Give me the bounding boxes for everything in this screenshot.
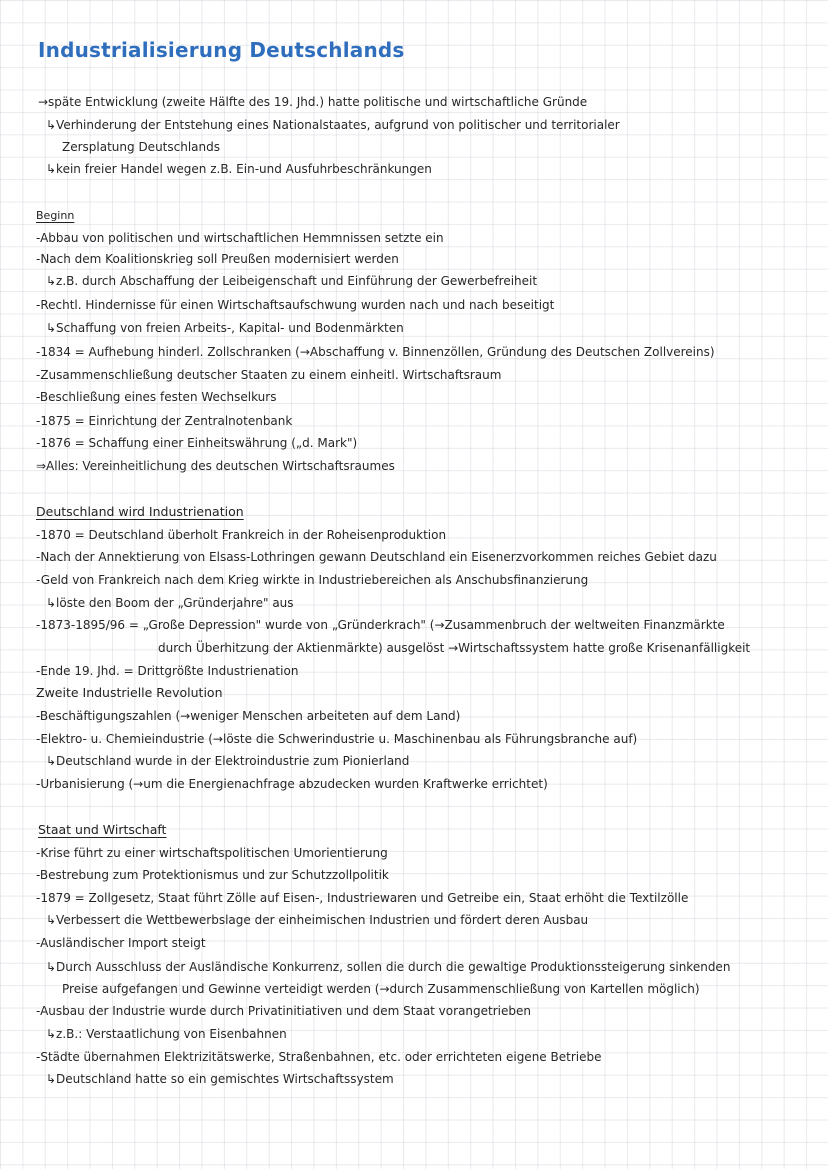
list-item: -1876 = Schaffung einer Einheitswährung („d. Mark") xyxy=(36,436,358,450)
intro-line: ↳Verhinderung der Entstehung eines Nationalstaates, aufgrund von politischer und territorialer xyxy=(46,118,620,132)
section-heading-zweite-revolution: Zweite Industrielle Revolution xyxy=(36,685,223,700)
list-item: ↳z.B.: Verstaatlichung von Eisenbahnen xyxy=(46,1027,287,1041)
list-item: ⇒Alles: Vereinheitlichung des deutschen Wirtschaftsraumes xyxy=(36,459,395,473)
list-item: -1879 = Zollgesetz, Staat führt Zölle auf Eisen-, Industriewaren und Getreibe ein, Staat erhöht die Textilzölle xyxy=(36,891,689,905)
list-item: -Nach der Annektierung von Elsass-Lothringen gewann Deutschland ein Eisenerzvorkommen reiches Gebiet dazu xyxy=(36,550,717,564)
list-item: -Ausländischer Import steigt xyxy=(36,936,206,950)
intro-line: Zersplatung Deutschlands xyxy=(62,140,220,154)
list-item: ↳Deutschland hatte so ein gemischtes Wirtschaftssystem xyxy=(46,1072,394,1086)
list-item: -Krise führt zu einer wirtschaftspolitischen Umorientierung xyxy=(36,846,388,860)
list-item: ↳z.B. durch Abschaffung der Leibeigenschaft und Einführung der Gewerbefreiheit xyxy=(46,274,538,288)
intro-line: →späte Entwicklung (zweite Hälfte des 19. Jhd.) hatte politische und wirtschaftliche Gründe xyxy=(38,95,588,109)
list-item: ↳Durch Ausschluss der Ausländische Konkurrenz, sollen die durch die gewaltige Produktionssteigerung sinkenden xyxy=(46,960,731,974)
list-item: durch Überhitzung der Aktienmärkte) ausgelöst →Wirtschaftssystem hatte große Krisenanfälligkeit xyxy=(158,641,751,655)
section-heading-industrienation: Deutschland wird Industrienation xyxy=(36,504,244,519)
list-item: -Abbau von politischen und wirtschaftlichen Hemmnissen setzte ein xyxy=(36,231,444,245)
list-item: -Ausbau der Industrie wurde durch Privatinitiativen und dem Staat vorangetrieben xyxy=(36,1004,531,1018)
list-item: -1875 = Einrichtung der Zentralnotenbank xyxy=(36,414,293,428)
list-item: -Geld von Frankreich nach dem Krieg wirkte in Industriebereichen als Anschubsfinanzierung xyxy=(36,573,589,587)
list-item: -Rechtl. Hindernisse für einen Wirtschaftsaufschwung wurden nach und nach beseitigt xyxy=(36,298,555,312)
section-heading-staat: Staat und Wirtschaft xyxy=(38,822,167,837)
list-item: -Zusammenschließung deutscher Staaten zu einem einheitl. Wirtschaftsraum xyxy=(36,368,502,382)
page-title: Industrialisierung Deutschlands xyxy=(38,38,405,62)
list-item: Preise aufgefangen und Gewinne verteidigt werden (→durch Zusammenschließung von Kartellen möglich) xyxy=(62,982,700,996)
list-item: -Beschäftigungszahlen (→weniger Menschen arbeiteten auf dem Land) xyxy=(36,709,461,723)
list-item: -Ende 19. Jhd. = Drittgrößte Industrienation xyxy=(36,664,299,678)
list-item: -Bestrebung zum Protektionismus und zur Schutzzollpolitik xyxy=(36,868,389,882)
list-item: -1834 = Aufhebung hinderl. Zollschranken (→Abschaffung v. Binnenzöllen, Gründung des Deutschen Zollvereins) xyxy=(36,345,715,359)
list-item: -1873-1895/96 = „Große Depression" wurde von „Gründerkrach" (→Zusammenbruch der weltweiten Finanzmärkte xyxy=(36,618,725,632)
section-heading-beginn: Beginn xyxy=(36,209,75,222)
list-item: ↳Schaffung von freien Arbeits-, Kapital- und Bodenmärkten xyxy=(46,321,404,335)
list-item: -Nach dem Koalitionskrieg soll Preußen modernisiert werden xyxy=(36,252,399,266)
intro-line: ↳kein freier Handel wegen z.B. Ein-und Ausfuhrbeschränkungen xyxy=(46,162,432,176)
list-item: -Urbanisierung (→um die Energienachfrage abzudecken wurden Kraftwerke errichtet) xyxy=(36,777,548,791)
list-item: ↳Deutschland wurde in der Elektroindustrie zum Pionierland xyxy=(46,754,410,768)
list-item: -1870 = Deutschland überholt Frankreich in der Roheisenproduktion xyxy=(36,528,447,542)
list-item: -Städte übernahmen Elektrizitätswerke, Straßenbahnen, etc. oder errichteten eigene Betriebe xyxy=(36,1050,602,1064)
list-item: -Elektro- u. Chemieindustrie (→löste die Schwerindustrie u. Maschinenbau als Führungsbranche auf) xyxy=(36,732,638,746)
list-item: ↳löste den Boom der „Gründerjahre" aus xyxy=(46,596,294,610)
list-item: ↳Verbessert die Wettbewerbslage der einheimischen Industrien und fördert deren Ausbau xyxy=(46,913,589,927)
list-item: -Beschließung eines festen Wechselkurs xyxy=(36,390,277,404)
